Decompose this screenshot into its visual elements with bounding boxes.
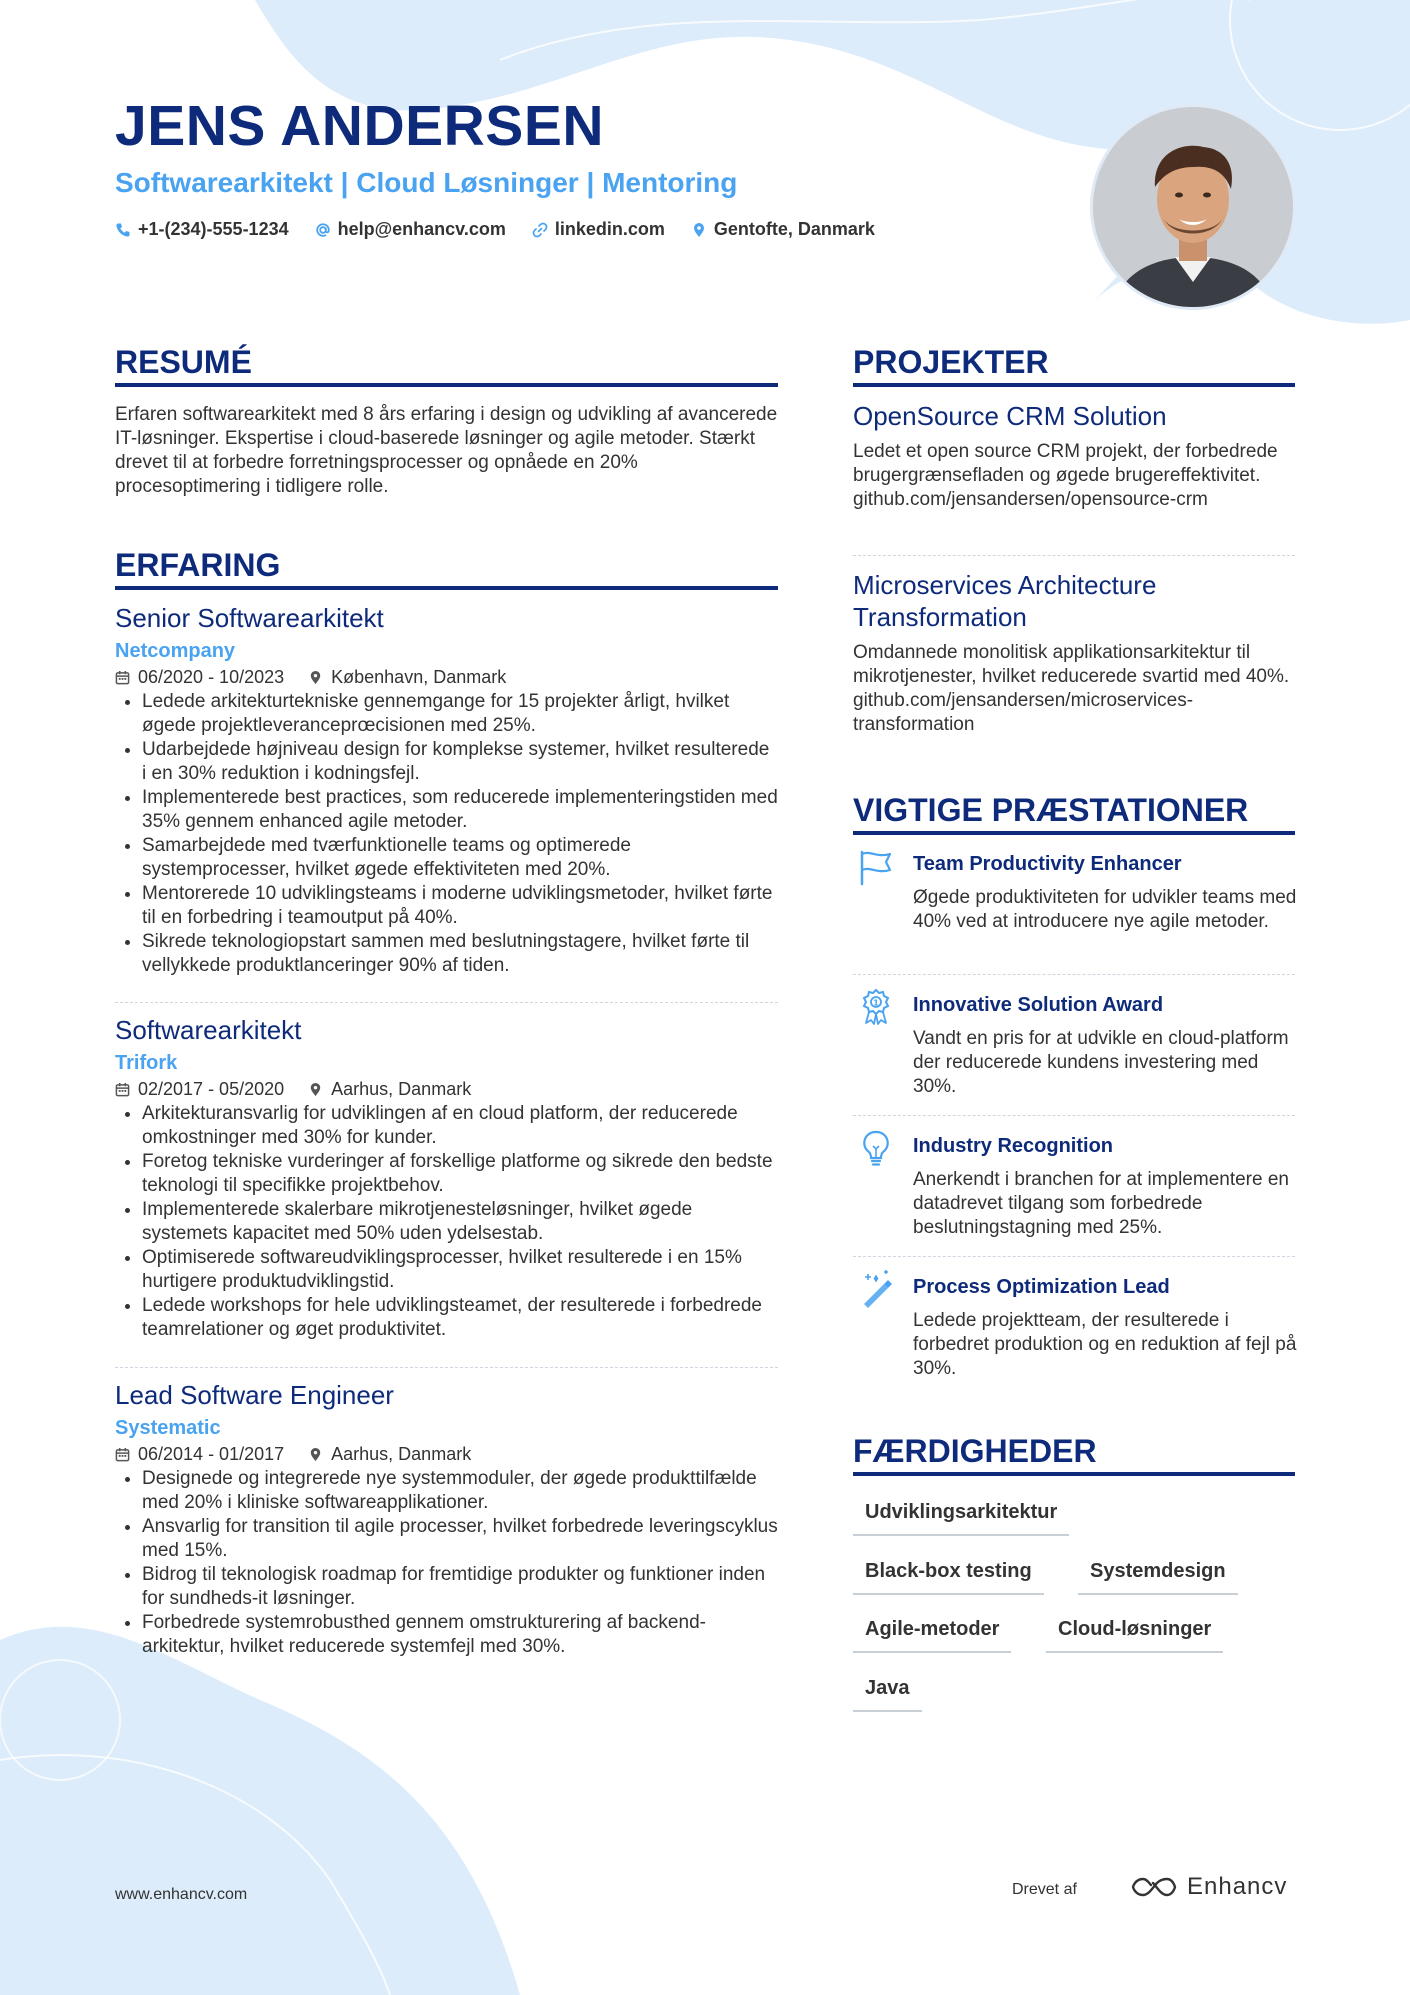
experience-heading: ERFARING (115, 547, 281, 583)
project-description: Omdannede monolitisk applikationsarkitektur til mikrotjenester, hvilket reducerede svartid med 40%. github.com/jensandersen/microservices-transformation (853, 642, 1290, 735)
calendar-icon (115, 1082, 130, 1097)
brand-name: Enhancv (1187, 1873, 1288, 1900)
achievement-description: Vandt en pris for at udvikle en cloud-platform der reducerede kundens investering med 30%. (913, 1028, 1289, 1097)
job-dates (115, 667, 284, 688)
job-bullet: • Udarbejdede højniveau design for komplekse systemer, hvilket resulterede i en 30% reduktion i kodningsfejl. (142, 738, 778, 786)
achievements-divider (853, 831, 1295, 835)
job-bullet: • Mentorerede 10 udviklingsteams i moderne udviklingsmetoder, hvilket førte til en forbedring i teamoutput på 40%. (142, 882, 778, 930)
project-title: OpenSource CRM Solution (853, 401, 1167, 431)
location-icon (308, 1082, 323, 1097)
phone-icon (115, 222, 131, 238)
link-icon (532, 222, 548, 238)
job-bullet: • Ledede workshops for hele udviklingsteamet, der resulterede i forbedrede teamrelationer og øget produktivitet. (142, 1294, 778, 1342)
achievement-description: Øgede produktiviteten for udvikler teams med 40% ved at introducere nye agile metoder. (913, 887, 1297, 932)
project-item (853, 569, 1295, 737)
skills-heading: FÆRDIGHEDER (853, 1433, 1097, 1469)
achievement-title: Team Productivity Enhancer (913, 853, 1182, 875)
job-entry-2 (115, 1015, 778, 1342)
job-company: Systematic (115, 1417, 221, 1439)
job-bullet: • Foretog tekniske vurderinger af forskellige platforme og sikrede den bedste teknologi til specifikke projektbehov. (142, 1150, 778, 1198)
skills-divider (853, 1472, 1295, 1476)
job-bullet: • Forbedrede systemrobusthed gennem omstrukturering af backend-arkitektur, hvilket reducerede systemfejl med 30%. (142, 1611, 778, 1659)
lightbulb-icon (856, 1128, 896, 1168)
job-dates-text: 06/2020 - 10/2023 (138, 667, 285, 687)
job-meta (115, 667, 778, 688)
achievement-title: Innovative Solution Award (913, 994, 1164, 1016)
achievement-item (913, 853, 1298, 934)
enhancv-logo-icon (1131, 1875, 1177, 1899)
job-location-text: Aarhus, Danmark (331, 1444, 472, 1464)
contact-phone[interactable] (115, 219, 289, 240)
job-bullet: • Bidrog til teknologisk roadmap for fremtidige produkter og funktioner inden for sundheds-it løsninger. (142, 1563, 778, 1611)
job-bullet: • Ledede arkitekturtekniske gennemgange for 15 projekter årligt, hvilket øgede projektleveranceprœcisionen med 25%. (142, 690, 778, 738)
avatar (1090, 104, 1296, 310)
job-bullet: • Implementerede skalerbare mikrotjenesteløsninger, hvilket øgede systemets kapacitet med 50% uden ydelsestab. (142, 1198, 778, 1246)
achievement-title: Industry Recognition (913, 1135, 1113, 1157)
achievement-item (913, 1276, 1298, 1381)
job-bullet: • Ansvarlig for transition til agile processer, hvilket forbedrede leveringscyklus med 15%. (142, 1515, 778, 1563)
job-separator (115, 1002, 778, 1003)
summary-text: Erfaren softwarearkitekt med 8 års erfaring i design og udvikling af avancerede IT-løsninger. Ekspertise i cloud-baserede løsninger og agile metoder. Stærkt drevet til at forbedre forretningsprocesser og opnåede en 20% procesoptimering i tidligere rolle. (115, 404, 778, 497)
job-dates-text: 02/2017 - 05/2020 (138, 1079, 285, 1099)
project-separator (853, 555, 1295, 556)
skill-tag: Cloud-løsninger (1046, 1617, 1223, 1653)
job-separator (115, 1367, 778, 1368)
job-meta (115, 1079, 778, 1100)
summary-divider (115, 383, 778, 387)
achievement-item (913, 994, 1298, 1099)
contact-bar (115, 219, 875, 240)
achievement-separator (853, 974, 1295, 975)
job-bullets (115, 690, 778, 978)
job-bullet: • Sikrede teknologiopstart sammen med beslutningstagere, hvilket førte til vellykkede produktlanceringer 90% af tiden. (142, 930, 778, 978)
achievement-description: Anerkendt i branchen for at implementere en datadrevet tilgang som forbedrede beslutningstagning med 25%. (913, 1169, 1289, 1238)
job-meta (115, 1444, 778, 1465)
brand-logo[interactable] (1131, 1873, 1287, 1901)
job-entry-3 (115, 1380, 778, 1659)
experience-divider (115, 586, 778, 590)
job-bullet: • Optimiserede softwareudviklingsprocesser, hvilket resulterede i en 15% hurtigere produktudviklingstid. (142, 1246, 778, 1294)
job-location-text: Aarhus, Danmark (331, 1079, 472, 1099)
projects-heading: PROJEKTER (853, 344, 1049, 380)
flag-icon (856, 848, 896, 888)
location-icon (691, 222, 707, 238)
project-title: Microservices Architecture Transformation (853, 570, 1157, 632)
project-description: Ledet et open source CRM projekt, der forbedrede brugergrænsefladen og øgede brugereffektivitet. github.com/jensandersen/opensource-crm (853, 441, 1278, 510)
award-icon (856, 987, 896, 1027)
contact-email-text: help@enhancv.com (337, 219, 506, 239)
footer-website[interactable]: www.enhancv.com (115, 1886, 248, 1903)
achievement-item (913, 1135, 1298, 1240)
project-item (853, 400, 1295, 512)
contact-location-text: Gentofte, Danmark (713, 219, 875, 239)
contact-linkedin[interactable] (532, 219, 665, 240)
calendar-icon (115, 670, 130, 685)
job-dates-text: 06/2014 - 01/2017 (138, 1444, 285, 1464)
contact-email[interactable] (315, 219, 506, 240)
job-location-text: København, Danmark (331, 667, 507, 687)
job-location (308, 667, 506, 688)
magic-wand-icon (856, 1268, 896, 1308)
footer-powered-by: Drevet af (1012, 1881, 1077, 1898)
contact-phone-text: +1-(234)-555-1234 (138, 219, 289, 239)
job-bullets (115, 1467, 778, 1659)
location-icon (308, 670, 323, 685)
svg-text:1: 1 (873, 998, 879, 1008)
avatar-portrait (1093, 107, 1293, 307)
achievement-description: Ledede projektteam, der resulterede i forbedret produktion og en reduktion af fejl på 30%. (913, 1310, 1297, 1379)
at-icon (315, 222, 331, 238)
achievement-separator (853, 1115, 1295, 1116)
job-title: Lead Software Engineer (115, 1380, 394, 1410)
job-bullet: • Designede og integrerede nye systemmoduler, der øgede produkttilfælde med 20% i kliniske softwareapplikationer. (142, 1467, 778, 1515)
candidate-tagline: Softwarearkitekt | Cloud Løsninger | Mentoring (115, 167, 738, 198)
job-bullets (115, 1102, 778, 1342)
skill-tag: Systemdesign (1078, 1559, 1238, 1595)
projects-divider (853, 383, 1295, 387)
job-title: Softwarearkitekt (115, 1015, 302, 1045)
contact-location (691, 219, 875, 240)
job-bullet: • Implementerede best practices, som reducerede implementeringstiden med 35% gennem enhanced agile metoder. (142, 786, 778, 834)
achievements-heading: VIGTIGE PRÆSTATIONER (853, 792, 1249, 828)
job-title: Senior Softwarearkitekt (115, 603, 384, 633)
job-location (308, 1444, 471, 1465)
job-entry-1 (115, 603, 778, 978)
location-icon (308, 1447, 323, 1462)
skill-tag: Udviklingsarkitektur (853, 1500, 1069, 1536)
job-bullet: • Arkitekturansvarlig for udviklingen af en cloud platform, der reducerede omkostninger med 30% for kunder. (142, 1102, 778, 1150)
job-dates (115, 1079, 284, 1100)
skill-tag: Java (853, 1676, 922, 1712)
contact-linkedin-text: linkedin.com (554, 219, 665, 239)
skill-tag: Black-box testing (853, 1559, 1044, 1595)
skill-tag: Agile-metoder (853, 1617, 1011, 1653)
job-location (308, 1079, 471, 1100)
achievement-title: Process Optimization Lead (913, 1276, 1170, 1298)
job-company: Netcompany (115, 640, 236, 662)
job-dates (115, 1444, 284, 1465)
candidate-name: JENS ANDERSEN (115, 94, 604, 158)
calendar-icon (115, 1447, 130, 1462)
summary-heading: RESUMÉ (115, 344, 252, 380)
achievement-separator (853, 1256, 1295, 1257)
job-bullet: • Samarbejdede med tværfunktionelle teams og optimerede systemprocesser, hvilket øgede effektiviteten med 20%. (142, 834, 778, 882)
job-company: Trifork (115, 1052, 178, 1074)
